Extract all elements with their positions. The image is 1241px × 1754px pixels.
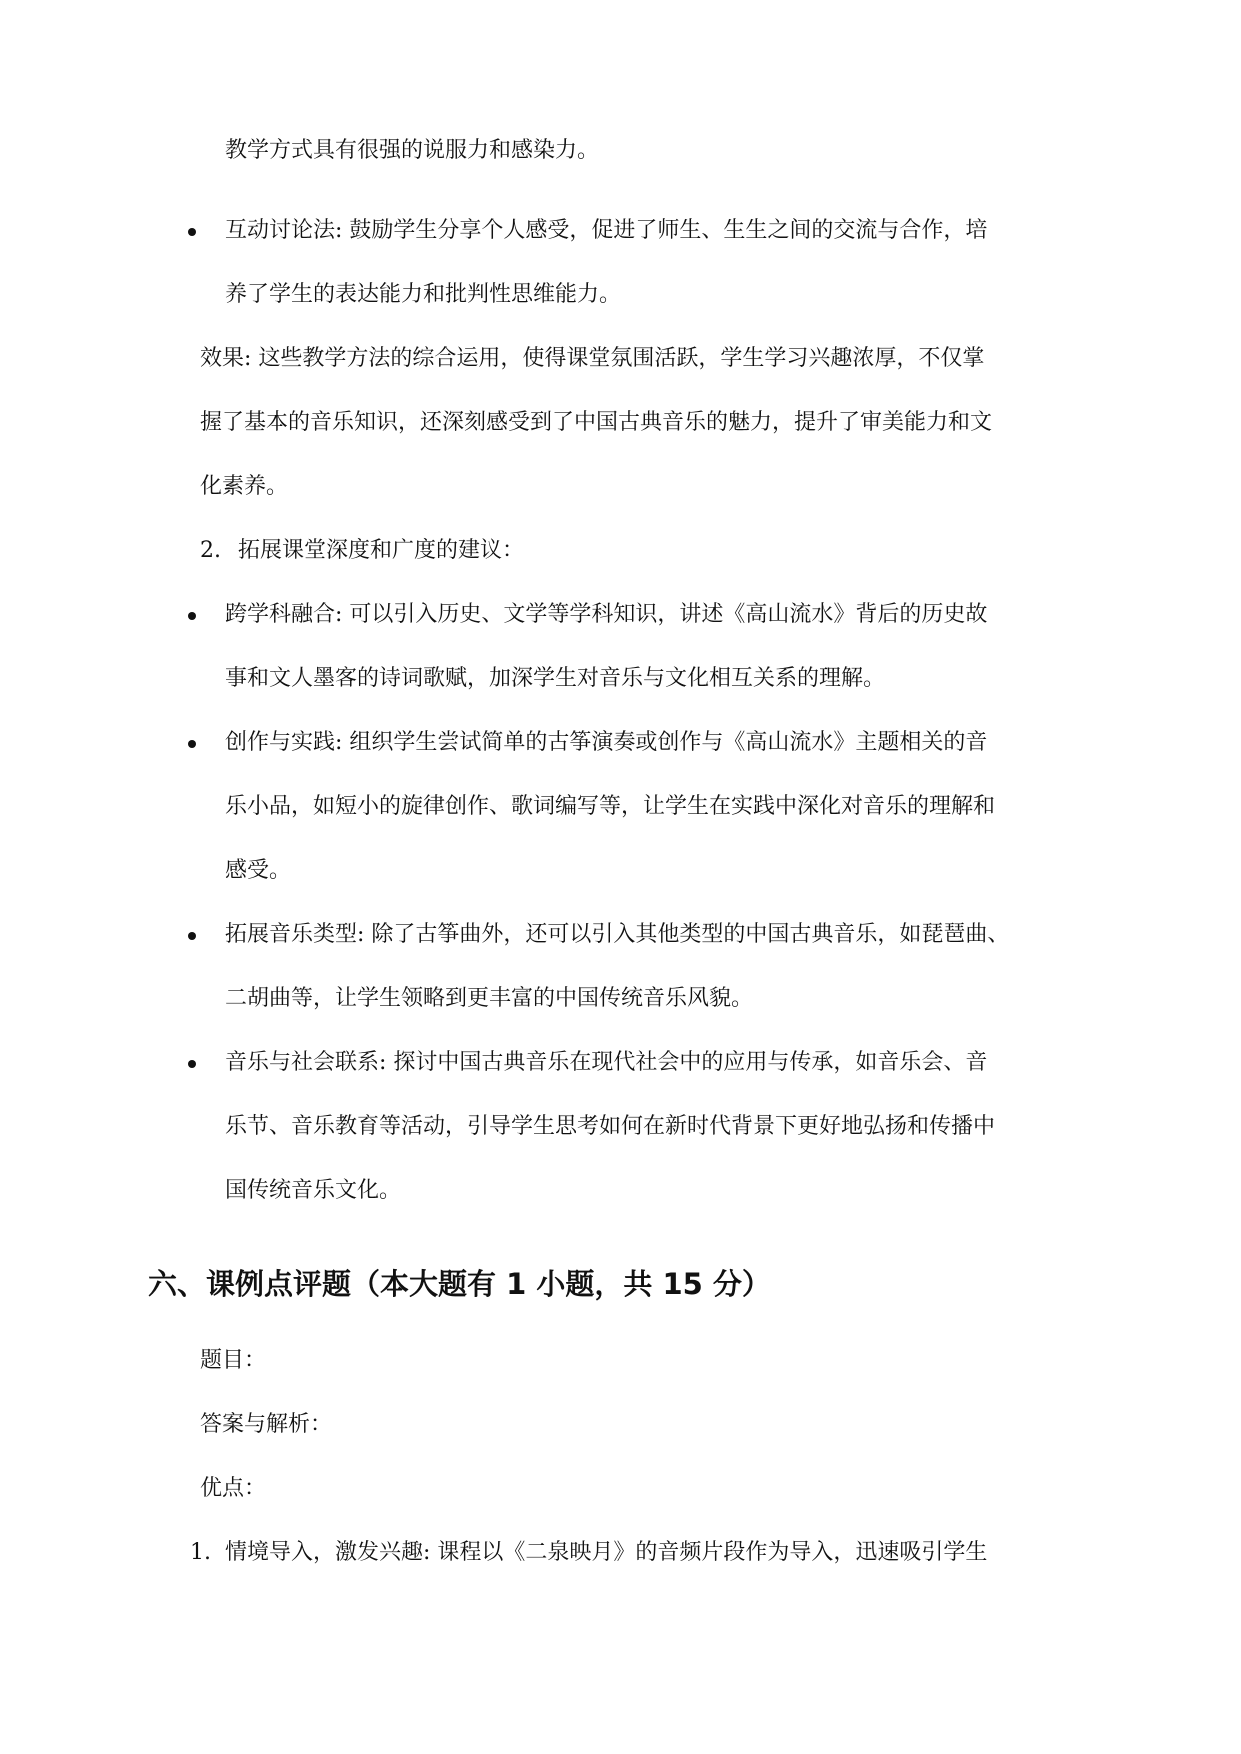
- bullet-text: 乐小品，如短小的旋律创作、歌词编写等，让学生在实践中深化对音乐的理解和: [225, 794, 996, 819]
- bullet-icon: [188, 612, 196, 620]
- bullet-icon: [188, 740, 196, 748]
- bullet-icon: [188, 228, 196, 236]
- bullet-text: 感受。: [225, 858, 292, 883]
- strengths-label: 优点：: [200, 1476, 267, 1501]
- bullet-text: 事和文人墨客的诗词歌赋，加深学生对音乐与文化相互关系的理解。: [225, 666, 886, 691]
- bullet-text: 互动讨论法: 鼓励学生分享个人感受，促进了师生、生生之间的交流与合作，培: [225, 218, 988, 243]
- paragraph-line: 效果: 这些教学方法的综合运用，使得课堂氛围活跃，学生学习兴趣浓厚，不仅掌: [200, 346, 985, 371]
- bullet-icon: [188, 1060, 196, 1068]
- paragraph-line: 教学方式具有很强的说服力和感染力。: [225, 138, 600, 163]
- bullet-text: 音乐与社会联系: 探讨中国古典音乐在现代社会中的应用与传承，如音乐会、音: [225, 1050, 988, 1075]
- list-number: 2.: [200, 538, 221, 563]
- bullet-text: 二胡曲等，让学生领略到更丰富的中国传统音乐风貌。: [225, 986, 754, 1011]
- bullet-icon: [188, 932, 196, 940]
- answer-label: 答案与解析：: [200, 1412, 333, 1437]
- list-number: 1.: [190, 1540, 211, 1565]
- bullet-text: 跨学科融合: 可以引入历史、文学等学科知识，讲述《高山流水》背后的历史故: [225, 602, 988, 627]
- bullet-text: 国传统音乐文化。: [225, 1178, 402, 1203]
- paragraph-line: 握了基本的音乐知识，还深刻感受到了中国古典音乐的魅力，提升了审美能力和文: [200, 410, 993, 435]
- list-heading: 拓展课堂深度和广度的建议：: [238, 538, 525, 563]
- bullet-text: 乐节、音乐教育等活动，引导学生思考如何在新时代背景下更好地弘扬和传播中: [225, 1114, 996, 1139]
- section-heading: 六、课例点评题（本大题有 1 小题，共 15 分）: [148, 1267, 771, 1301]
- question-label: 题目：: [200, 1348, 267, 1373]
- list-item-text: 情境导入，激发兴趣: 课程以《二泉映月》的音频片段作为导入，迅速吸引学生: [225, 1540, 988, 1565]
- paragraph-line: 化素养。: [200, 474, 289, 499]
- bullet-text: 创作与实践: 组织学生尝试简单的古筝演奏或创作与《高山流水》主题相关的音: [225, 730, 988, 755]
- bullet-text: 拓展音乐类型: 除了古筝曲外，还可以引入其他类型的中国古典音乐，如琵琶曲、: [225, 922, 1010, 947]
- bullet-text: 养了学生的表达能力和批判性思维能力。: [225, 282, 622, 307]
